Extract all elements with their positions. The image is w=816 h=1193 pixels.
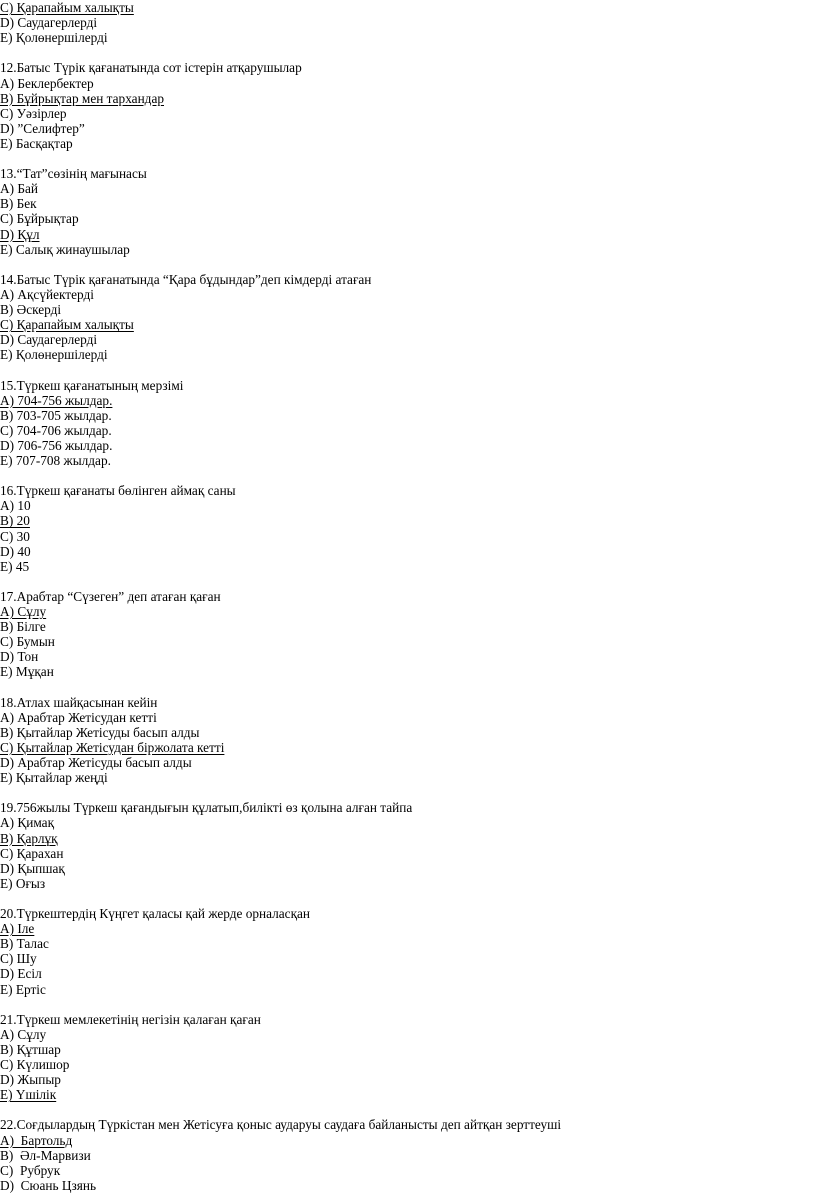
answer-option: D) Тон	[0, 649, 39, 665]
question-text: 17.Арабтар “Сүзеген” деп атаған қаған	[0, 588, 221, 604]
answer-option-correct: B) Бұйрықтар мен тархандар	[0, 90, 164, 106]
answer-option: B) Бек	[0, 196, 37, 212]
answer-option: E) 707-708 жылдар.	[0, 453, 111, 468]
answer-option: C) 30	[0, 528, 30, 544]
question-text: 20.Түркештердің Күңгет қаласы қай жерде орналасқан	[0, 906, 311, 921]
answer-option-correct: A) Іле	[0, 921, 35, 937]
answer-option: E) Басқақтар	[0, 135, 73, 151]
answer-option-correct: B) 20	[0, 513, 30, 529]
answer-option: D) Саудагерлерді	[0, 15, 98, 31]
answer-option: E) Қытайлар жеңді	[0, 770, 108, 786]
answer-option: D) Есіл	[0, 966, 42, 982]
answer-option: D) 40	[0, 543, 31, 559]
answer-option: E) Оғыз	[0, 875, 46, 891]
answer-option: B) Әскерді	[0, 302, 62, 317]
answer-option: E) Ертіс	[0, 981, 46, 997]
answer-option: D) Саудагерлерді	[0, 332, 98, 348]
answer-option-correct: A) Сұлу	[0, 604, 47, 619]
answer-option: C) Күлишор	[0, 1057, 70, 1072]
question-text: 16.Түркеш қағанаты бөлінген аймақ саны	[0, 483, 236, 499]
answer-option-correct: E) Үшілік	[0, 1087, 57, 1103]
answer-option-correct: D) Құл	[0, 226, 40, 242]
answer-option: A) Қимақ	[0, 815, 55, 831]
answer-option-correct: C) Қарапайым халықты	[0, 0, 134, 15]
answer-option: D) Сюань Цзянь	[0, 1177, 97, 1193]
answer-option: A) Ақсүйектерді	[0, 286, 94, 302]
answer-option: B) Құтшар	[0, 1041, 61, 1057]
answer-option-correct: B) Қарлұқ	[0, 830, 58, 846]
answer-option: C) Бұйрықтар	[0, 211, 79, 227]
question-text: 18.Атлах шайқасынан кейін	[0, 694, 158, 710]
answer-option: D) ”Селифтер”	[0, 120, 85, 136]
question-text: 22.Соғдылардың Түркістан мен Жетісуға қоныс аударуы саудаға байланысты деп айтқан зерттеуші	[0, 1117, 562, 1133]
answer-option: C) Уәзірлер	[0, 105, 67, 121]
question-text: 12.Батыс Түрік қағанатында сот істерін атқарушылар	[0, 60, 302, 76]
answer-option: E) 45	[0, 558, 30, 574]
answer-option: B) Талас	[0, 936, 49, 952]
answer-option: B) 703-705 жылдар.	[0, 407, 112, 423]
answer-option: C) Шу	[0, 951, 37, 967]
question-text: 14.Батыс Түрік қағанатында “Қара бұдындар”деп кімдерді атаған	[0, 271, 372, 287]
answer-option-correct: A) 704-756 жылдар.	[0, 392, 113, 408]
answer-option: B) Білге	[0, 619, 46, 635]
answer-option-correct: C) Қытайлар Жетісудан біржолата кетті	[0, 739, 225, 755]
answer-option: A) Беклербектер	[0, 75, 94, 91]
answer-option: A) Бай	[0, 181, 39, 197]
answer-option: C) 704-706 жылдар.	[0, 422, 112, 438]
answer-option: C) Қарахан	[0, 845, 64, 861]
answer-option: E) Қолөнершілерді	[0, 30, 108, 46]
question-text: 13.“Тат”сөзінің мағынасы	[0, 166, 147, 182]
answer-option: B) Әл-Марвизи	[0, 1147, 91, 1163]
answer-option: D) Қыпшақ	[0, 860, 65, 876]
question-text: 15.Түркеш қағанатының мерзімі	[0, 377, 184, 393]
answer-option: E) Салық жинаушылар	[0, 241, 130, 257]
answer-option: E) Қолөнершілерді	[0, 347, 108, 363]
answer-option: A) 10	[0, 498, 31, 514]
answer-option-correct: A) Бартольд	[0, 1132, 73, 1148]
answer-option: C) Бумын	[0, 634, 55, 650]
answer-option: D) Арабтар Жетісуды басып алды	[0, 755, 192, 770]
answer-option-correct: C) Қарапайым халықты	[0, 317, 134, 333]
question-text: 19.756жылы Түркеш қағандығын құлатып,билікті өз қолына алған тайпа	[0, 800, 413, 816]
answer-option: A) Сұлу	[0, 1026, 47, 1042]
answer-option: D) 706-756 жылдар.	[0, 437, 113, 453]
answer-option: B) Қытайлар Жетісуды басып алды	[0, 724, 200, 740]
answer-option: C) Рубрук	[0, 1162, 61, 1178]
answer-option: E) Мұқан	[0, 664, 54, 680]
question-text: 21.Түркеш мемлекетінің негізін қалаған қаған	[0, 1011, 261, 1027]
answer-option: A) Арабтар Жетісудан кетті	[0, 709, 157, 725]
answer-option: D) Жыпыр	[0, 1072, 61, 1088]
